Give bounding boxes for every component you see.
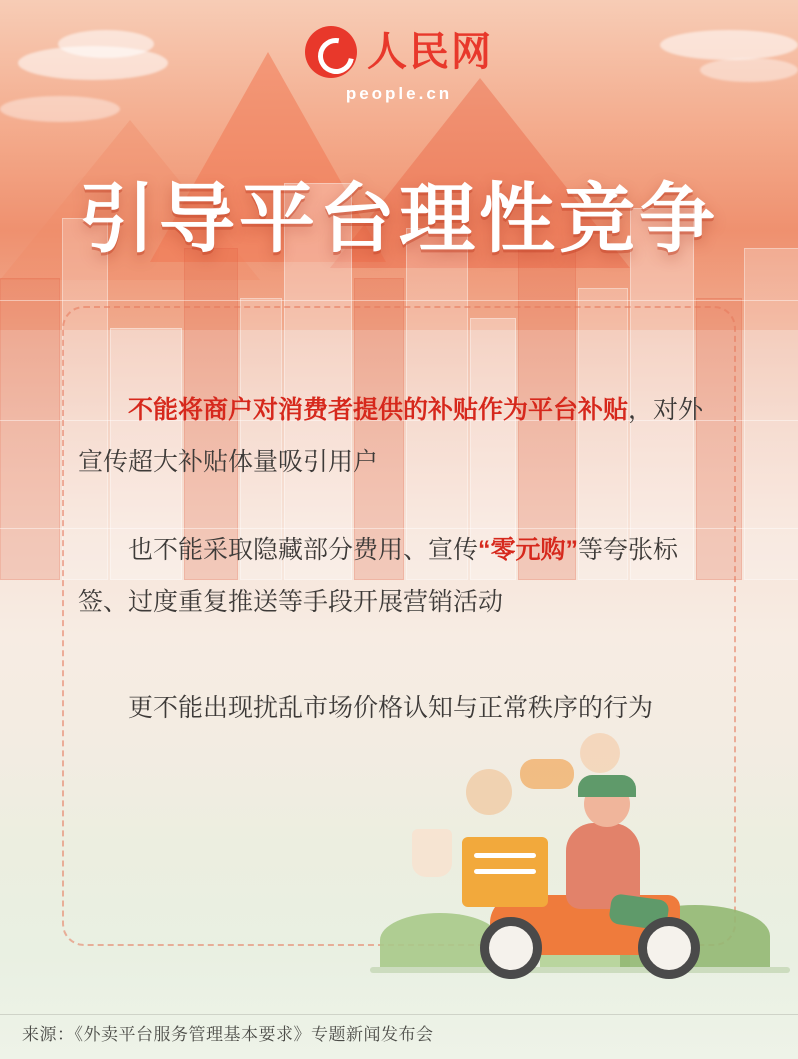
paragraph-2 — [78, 524, 720, 628]
delivery-box-icon — [462, 837, 548, 907]
scooter-wheel — [480, 917, 542, 979]
paragraph-2-highlight: “零元购” — [478, 536, 579, 564]
paragraph-3-text: 更不能出现扰乱市场价格认知与正常秩序的行为 — [128, 694, 654, 722]
source-caption: 来源：《外卖平台服务管理基本要求》专题新闻发布会 — [22, 1025, 434, 1044]
paragraph-2-part-1: 也不能采取隐藏部分费用、宣传 — [128, 536, 479, 564]
paragraph-1-rest: ，对外宣传超大补贴体量吸引用户 — [78, 396, 704, 476]
body-text — [62, 306, 736, 768]
brand-name: 人民网 — [367, 30, 493, 74]
cup-icon — [412, 829, 452, 877]
paragraph-1 — [78, 384, 720, 488]
rider-cap — [578, 775, 636, 797]
brand-logo — [0, 26, 798, 104]
delivery-rider-illustration — [370, 755, 790, 985]
drink-cup-icon — [466, 769, 512, 815]
burger-icon — [520, 759, 574, 789]
people-cn-logo-icon — [305, 26, 357, 78]
paragraph-3 — [78, 682, 720, 734]
donut-icon — [580, 733, 620, 773]
paragraph-1-highlight: 不能将商户对消费者提供的补贴作为平台补贴 — [128, 396, 629, 424]
page-title: 引导平台理性竞争 — [79, 177, 719, 262]
footer-divider — [0, 1014, 798, 1015]
horizon-line — [0, 300, 798, 301]
brand-sub: people.cn — [345, 84, 453, 103]
paragraph-2-part-2: 等夸张标签、过度重复推送等手段开展营销活动 — [78, 536, 679, 616]
scooter-wheel — [638, 917, 700, 979]
ground-line — [370, 967, 790, 973]
